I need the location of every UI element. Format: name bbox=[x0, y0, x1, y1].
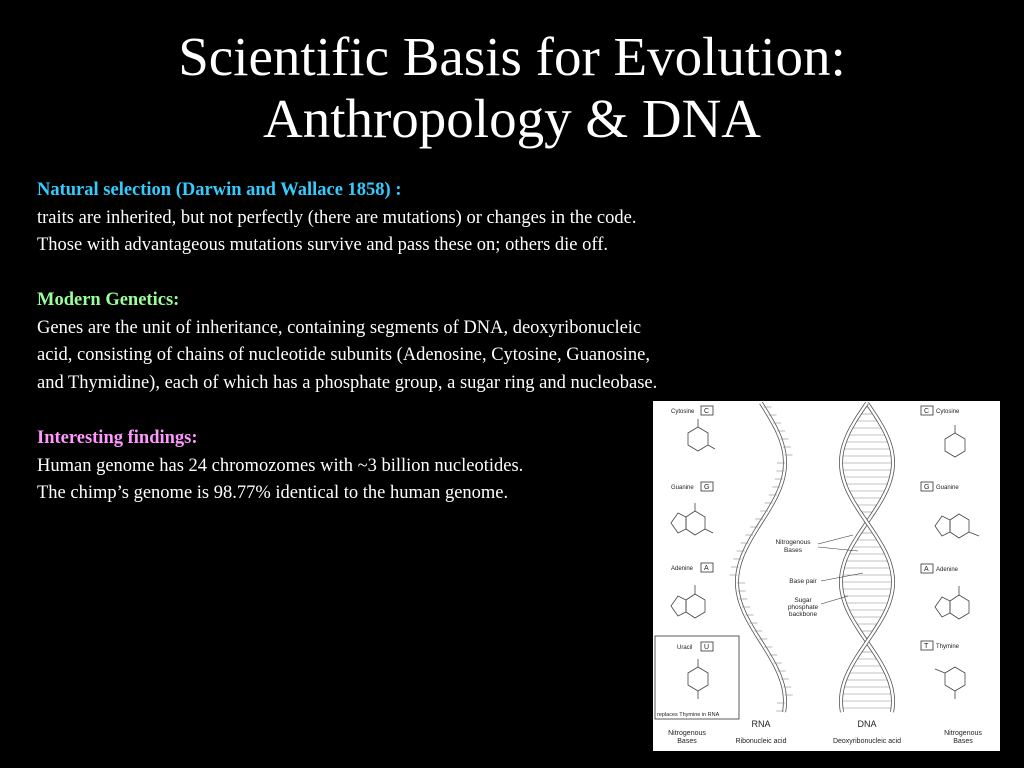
section-line: acid, consisting of chains of nucleotide subunits (Adenosine, Cytosine, Guanosine, bbox=[37, 345, 650, 365]
svg-text:Ribonucleic acid: Ribonucleic acid bbox=[735, 738, 787, 745]
svg-text:Sugar: Sugar bbox=[794, 597, 812, 604]
section-natural-selection bbox=[37, 177, 827, 260]
callout-sugar-phosphate-backbone bbox=[788, 596, 848, 618]
svg-text:Bases: Bases bbox=[677, 738, 697, 745]
section-line: Genes are the unit of inheritance, containing segments of DNA, deoxyribonucleic bbox=[37, 317, 642, 338]
caption-left-nitrogenous-bases bbox=[668, 730, 706, 745]
right-base-adenine bbox=[921, 564, 969, 619]
caption-rna bbox=[736, 719, 787, 745]
section-heading: Interesting findings: bbox=[37, 428, 198, 448]
dna-rna-diagram bbox=[653, 401, 1000, 751]
thymine-structure-icon bbox=[935, 667, 965, 699]
callout-nitrogenous-bases bbox=[775, 535, 858, 554]
section-heading: Modern Genetics: bbox=[37, 290, 180, 310]
guanine-structure-icon bbox=[671, 503, 713, 535]
left-base-cytosine bbox=[671, 406, 715, 451]
caption-right-nitrogenous-bases bbox=[944, 730, 982, 745]
svg-text:A: A bbox=[924, 566, 929, 573]
svg-text:Nitrogenous: Nitrogenous bbox=[775, 539, 811, 546]
dna-strand-a bbox=[841, 403, 893, 712]
svg-text:Uracil: Uracil bbox=[677, 645, 693, 651]
dna-strand-a-fill bbox=[841, 403, 893, 712]
section-line: Human genome has 24 chromozomes with ~3 billion nucleotides. bbox=[37, 455, 524, 476]
svg-text:Adenine: Adenine bbox=[936, 567, 959, 573]
svg-text:Bases: Bases bbox=[783, 547, 803, 554]
svg-text:Guanine: Guanine bbox=[671, 485, 694, 491]
caption-dna bbox=[833, 719, 901, 745]
adenine-structure-icon bbox=[935, 586, 969, 619]
section-modern-genetics bbox=[37, 287, 827, 397]
section-line: and Thymidine), each of which has a phosphate group, a sugar ring and nucleobase. bbox=[37, 372, 658, 393]
svg-text:Nitrogenous: Nitrogenous bbox=[668, 730, 706, 737]
section-line: The chimp’s genome is 98.77% identical to the human genome. bbox=[37, 483, 509, 503]
section-interesting-findings bbox=[37, 425, 647, 508]
svg-text:RNA: RNA bbox=[751, 719, 771, 729]
section-line: traits are inherited, but not perfectly (there are mutations) or changes in the code. bbox=[37, 207, 637, 228]
svg-text:Deoxyribonucleic acid: Deoxyribonucleic acid bbox=[832, 738, 902, 745]
adenine-structure-icon bbox=[671, 585, 705, 618]
svg-text:replaces Thymine in RNA: replaces Thymine in RNA bbox=[657, 712, 720, 718]
cytosine-structure-icon bbox=[945, 425, 965, 457]
slide-title bbox=[0, 26, 1024, 150]
svg-text:DNA: DNA bbox=[857, 719, 877, 729]
svg-text:T: T bbox=[924, 643, 929, 650]
svg-text:Cytosine: Cytosine bbox=[671, 409, 695, 415]
svg-text:Adenine: Adenine bbox=[671, 566, 694, 572]
svg-text:Cytosine: Cytosine bbox=[936, 409, 960, 415]
right-base-guanine bbox=[921, 482, 979, 538]
slide-title-line-2: Anthropology & DNA bbox=[262, 88, 762, 149]
dna-strand-b bbox=[841, 403, 893, 712]
svg-text:Bases: Bases bbox=[953, 738, 973, 745]
cytosine-structure-icon bbox=[688, 419, 715, 451]
right-base-cytosine bbox=[921, 406, 965, 457]
dna-strand-b-fill bbox=[841, 403, 893, 712]
left-base-uracil-box bbox=[655, 636, 739, 719]
svg-text:C: C bbox=[704, 408, 710, 415]
uracil-structure-icon bbox=[688, 659, 708, 699]
svg-text:Thymine: Thymine bbox=[936, 644, 960, 650]
slide-title-line-1: Scientific Basis for Evolution: bbox=[178, 26, 846, 87]
guanine-structure-icon bbox=[935, 514, 979, 538]
right-base-thymine bbox=[921, 641, 965, 699]
section-heading: Natural selection (Darwin and Wallace 1858) : bbox=[37, 180, 402, 200]
svg-text:Nitrogenous: Nitrogenous bbox=[944, 730, 982, 737]
left-base-guanine bbox=[671, 482, 713, 535]
svg-text:Guanine: Guanine bbox=[936, 485, 959, 491]
left-base-adenine bbox=[671, 563, 713, 618]
rna-strand bbox=[737, 403, 785, 712]
svg-text:C: C bbox=[924, 408, 930, 415]
section-line: Those with advantageous mutations survive and pass these on; others die off. bbox=[37, 235, 608, 255]
svg-text:G: G bbox=[704, 484, 710, 491]
helix-strands bbox=[729, 403, 893, 712]
svg-text:A: A bbox=[704, 565, 709, 572]
svg-text:U: U bbox=[704, 644, 710, 651]
svg-text:G: G bbox=[924, 484, 930, 491]
svg-text:Base pair: Base pair bbox=[789, 578, 817, 585]
rna-strand-fill bbox=[737, 403, 785, 712]
svg-text:phosphate: phosphate bbox=[787, 604, 819, 611]
svg-text:backbone: backbone bbox=[788, 611, 818, 618]
dna-rna-figure bbox=[653, 401, 1000, 751]
